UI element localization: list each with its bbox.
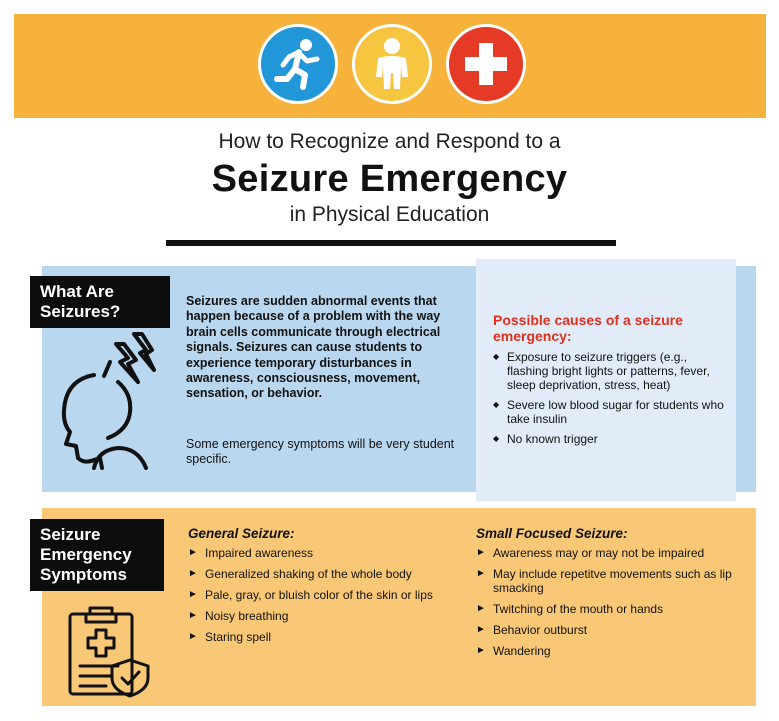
- list-item: ► May include repetitve movements such as lip smacking: [476, 567, 744, 595]
- title-intro: How to Recognize and Respond to a: [218, 130, 561, 153]
- list-item: ► Noisy breathing: [188, 609, 463, 623]
- student-specific-note: Some emergency symptoms will be very student specific.: [186, 437, 455, 467]
- title-subtitle: in Physical Education: [289, 203, 490, 226]
- causes-list: [493, 350, 729, 452]
- general-seizure-heading: General Seizure:: [188, 526, 295, 541]
- list-item: ◆ Exposure to seizure triggers (e.g., flashing bright lights or patterns, fever, sleep deprivation, stress, heat): [493, 350, 729, 392]
- list-item: ◆ Severe low blood sugar for students who take insulin: [493, 398, 729, 426]
- small-focused-seizure-list: [476, 546, 744, 665]
- general-seizure-list: [188, 546, 463, 651]
- medical-cross-icon: [446, 24, 526, 104]
- causes-title: Possible causes of a seizure emergency:: [493, 312, 683, 344]
- list-item: ◆ No known trigger: [493, 432, 729, 446]
- list-item: ► Impaired awareness: [188, 546, 463, 560]
- page-title: Seizure Emergency: [211, 158, 568, 200]
- seizure-definition: Seizures are sudden abnormal events that happen because of a problem with the way brain cells communicate through electrical signals. Seizures can cause students to experience temporary disturbances in awareness, consciousness, movement, sensation, or behavior.: [186, 294, 441, 401]
- symptoms-label: Seizure Emergency Symptoms: [30, 519, 164, 591]
- head-lightning-icon: [54, 320, 164, 470]
- list-item: ► Generalized shaking of the whole body: [188, 567, 463, 581]
- running-person-icon: [258, 24, 338, 104]
- small-focused-seizure-heading: Small Focused Seizure:: [476, 526, 628, 541]
- list-item: ► Awareness may or may not be impaired: [476, 546, 744, 560]
- title-divider: [166, 240, 616, 246]
- list-item: ► Staring spell: [188, 630, 463, 644]
- list-item: ► Pale, gray, or bluish color of the skin or lips: [188, 588, 463, 602]
- medical-clipboard-icon: [62, 604, 162, 698]
- list-item: ► Wandering: [476, 644, 744, 658]
- person-icon: [352, 24, 432, 104]
- list-item: ► Twitching of the mouth or hands: [476, 602, 744, 616]
- what-are-seizures-label: What Are Seizures?: [30, 276, 170, 328]
- list-item: ► Behavior outburst: [476, 623, 744, 637]
